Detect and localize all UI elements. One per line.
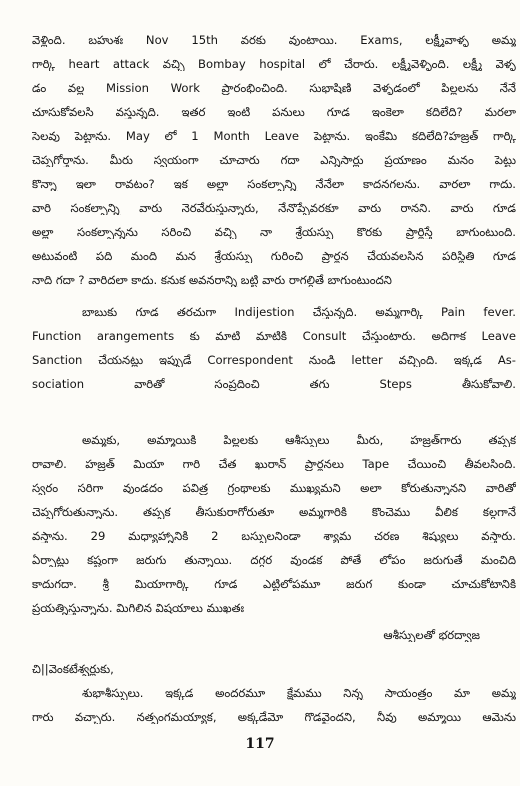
text-line: అల్లా సంకల్పాన్నను సరించి వచ్చి నా శ్రేయస్సు కొరకు ప్రార్థిస్తే బాగుంటుంది. [32, 225, 516, 239]
text-line: చెప్పగోర్తాను. మీరు స్వయంగా చూచారు గదా ఎన్నిసార్లు ప్రయాణం మనం పెట్టు [32, 153, 516, 167]
text-line [32, 401, 516, 415]
text-line: అటువంటి పది మంది మన శ్రేయస్సు గురించి ప్రార్థన చేయవలసిన పరిస్థితి గూడ [32, 249, 516, 263]
text-line: కాదుగదా. శ్రీ మియాగార్కి గూడ ఎట్టిలోపమూ జరుగ కుండా చూచుకోటానికి [32, 577, 516, 591]
text-line: Function arangements కు మాటి మాటికి Consult చేస్తుంటారు. అదిగాక Leave [32, 329, 516, 343]
text-line: Sanction చేయనట్లు ఇప్పుడే Correspondent నుండి letter వచ్చింది. ఇక్కడ As- [32, 353, 516, 367]
text-line: రావాలి. హజ్రత్ మియా గారి చేత ఖురాన్ ప్రార్థనలు Tape చేయించి తీవలసింది. [32, 457, 516, 471]
text-line: శుభాశీస్సులు. ఇక్కడ అందరమూ క్షేమము నిన్న సాయంత్రం మా అమ్మ [82, 686, 516, 700]
text-line: వెళ్లింది. బహుశః Nov 15th వరకు వుంటాయి. Exams, లక్ష్మీవాళ్ళ అమ్మ [32, 33, 516, 47]
text-line: బాబుకు గూడ తరచుగా Indijestion చేస్తున్నది. అమ్మగార్కి Pain fever. [82, 305, 516, 319]
text-line: సెలవు పెట్టాను. May లో 1 Month Leave పెట్టాను. ఇంకేమి కదిలేది?హజ్రత్ గార్కి [32, 129, 516, 143]
text-line: చూసుకోవలసి వస్తున్నది. ఇతర ఇంటి పనులు గూడ ఇంకెలా కదిలేది? మరలా [32, 105, 516, 119]
text-line: గార్కి heart attack వచ్చి Bombay hospital లో చేరారు. లక్ష్మీవెళ్ళింది. లక్ష్మీ వెళ్ళ [32, 57, 516, 71]
text-line: స్వరం సరిగా వుండదం పవిత్ర గ్రంథాలకు ముఖ్యమని అలా కోరుతున్నానని వారితో [32, 481, 516, 495]
text-line: వస్తాను. 29 మధ్యాహ్నానికి 2 బస్సులనిండా శ్యామ చరణ శిష్యులు వస్తారు. [32, 529, 516, 543]
text-line: నాది గదా ? వారిదలా కాదు. కనుక అవనరాన్ని బట్టి వారు రాగల్గితే బాగుంటుందని [32, 273, 392, 287]
text-line: sociation వారితో సంప్రదించి తగు Steps తీసుకోవాలి. [32, 377, 516, 391]
text-line: అమ్మకు, అమ్మాయికి పిల్లలకు ఆశీస్సులు మీరు, హజ్రత్‌గారు తప్పక [82, 433, 516, 447]
text-line: ఏర్పాట్లు కష్టంగా జరుగు తున్నాయి. దగ్గర వుండక పోతే లోపం జరుగుతే మంచిది [32, 553, 516, 567]
text-line: వారి సంకల్పాన్ని వారు నెరవేరుస్తున్నారు, నేనొప్పేవరకూ వారు రానని. వారు గూడ [32, 201, 516, 215]
page-number: 117 [245, 736, 275, 752]
text-line: కొన్నా ఇలా రావటం? ఇక అల్లా సంకల్పాన్ని నేనేలా కాదనగలను. వారలా గాదు. [32, 177, 516, 191]
text-line: చెప్పగోరుతున్నాను. తప్పక తీసుకురాగోరుతూ అమ్మగారికి కొంచెము వీలిక కల్గగానే [32, 505, 516, 519]
closing-signature: ఆశీస్సులతో భరద్వాజ [383, 628, 480, 642]
text-line: ప్రయత్నిస్తున్నాను. మిగిలిన విషయాలు ముఖతః [32, 601, 245, 615]
text-line: డం వల్ల Mission Work ప్రారంభించింది. సుభాషిణి వెళ్ళడంలో పిల్లలను నేనే [32, 81, 516, 95]
text-line: గారు వచ్చారు. నత్సంగమయ్యాక, అక్కడేమో గొడవైందని, నీవు అమ్మాయి ఆమెను [32, 710, 516, 724]
salutation: చి||వెంకటేశ్వర్లుకు, [32, 662, 114, 676]
